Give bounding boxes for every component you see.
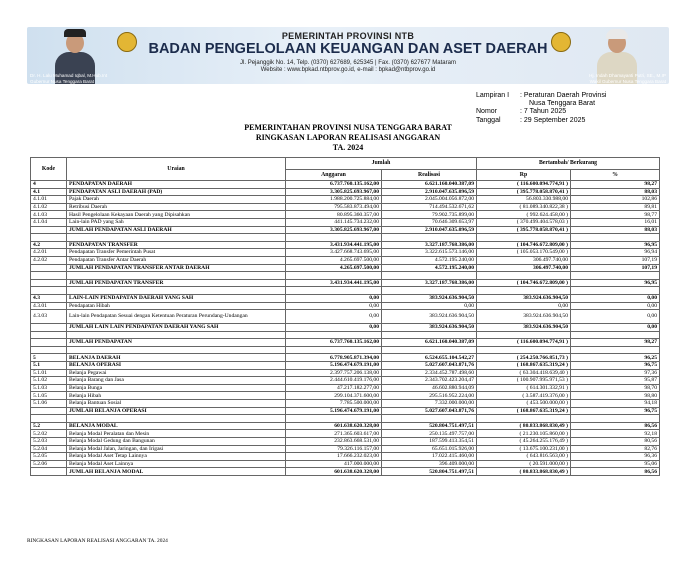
row-persen: 96,36 bbox=[571, 453, 660, 461]
row-realisasi: 46.602.880.944,09 bbox=[382, 384, 477, 392]
row-kode bbox=[31, 279, 67, 287]
row-persen: 107,19 bbox=[571, 256, 660, 264]
row-kode bbox=[31, 468, 67, 476]
row-realisasi: 5.027.607.043.871,76 bbox=[382, 362, 477, 370]
row-kode bbox=[31, 331, 67, 339]
table-row bbox=[31, 218, 660, 226]
table-row bbox=[31, 445, 660, 453]
row-uraian: PENDAPATAN ASLI DAERAH (PAD) bbox=[67, 188, 286, 196]
governor-caption: Dr. H. Lalu Muhamad Iqbal, M.Hub.Int Gubernur Nusa Tenggara Barat bbox=[30, 73, 108, 84]
row-uraian: JUMLAH PENDAPATAN TRANSFER bbox=[67, 279, 286, 287]
row-uraian: JUMLAH BELANJA OPERASI bbox=[67, 407, 286, 415]
row-realisasi: 3.327.187.768.386,00 bbox=[382, 279, 477, 287]
row-anggaran: 795.583.873.494,00 bbox=[286, 203, 382, 211]
row-persen bbox=[571, 287, 660, 295]
row-realisasi: 295.516.952.224,00 bbox=[382, 392, 477, 400]
row-anggaran: 417.000.000,00 bbox=[286, 460, 382, 468]
row-selisih: ( 104.746.672.809,00 ) bbox=[477, 279, 571, 287]
row-selisih: ( 45.264.255.176,49 ) bbox=[477, 438, 571, 446]
row-persen: 82,76 bbox=[571, 445, 660, 453]
vice-governor-caption: Hj. Indah Dhamayanti Putri, SE., M.IP Wakil Gubernur Nusa Tenggara Barat bbox=[589, 73, 666, 84]
row-kode: 4.2 bbox=[31, 241, 67, 249]
row-uraian bbox=[67, 346, 286, 354]
row-selisih: 383.924.636.904,50 bbox=[477, 294, 571, 302]
row-anggaran: 7.785.500.000,00 bbox=[286, 400, 382, 408]
row-selisih: ( 105.053.170.549,00 ) bbox=[477, 249, 571, 257]
row-realisasi bbox=[382, 272, 477, 280]
row-realisasi: 383.924.636.904,50 bbox=[382, 294, 477, 302]
row-uraian bbox=[67, 415, 286, 423]
row-anggaran bbox=[286, 415, 382, 423]
col-pct: % bbox=[571, 169, 660, 181]
table-row bbox=[31, 302, 660, 310]
row-kode bbox=[31, 287, 67, 295]
row-uraian: Pendapatan Hibah bbox=[67, 302, 286, 310]
row-selisih bbox=[477, 234, 571, 242]
row-uraian: Belanja Barang dan Jasa bbox=[67, 377, 286, 385]
row-uraian: Pendapatan Transfer Pemerintah Pusat bbox=[67, 249, 286, 257]
table-row bbox=[31, 272, 660, 280]
row-anggaran: 3.305.825.693.967,00 bbox=[286, 188, 382, 196]
row-selisih: ( 453.500.000,00 ) bbox=[477, 400, 571, 408]
row-realisasi bbox=[382, 287, 477, 295]
row-kode bbox=[31, 226, 67, 234]
page-footer: RINGKASAN LAPORAN REALISASI ANGGARAN TA. 2024 bbox=[27, 538, 168, 544]
row-kode bbox=[31, 415, 67, 423]
row-selisih: ( 104.746.672.809,00 ) bbox=[477, 241, 571, 249]
row-kode: 5.1.05 bbox=[31, 392, 67, 400]
table-row bbox=[31, 294, 660, 302]
table-row bbox=[31, 188, 660, 196]
row-selisih: ( 116.600.094.774,91 ) bbox=[477, 181, 571, 189]
row-anggaran: 601.638.620.328,00 bbox=[286, 422, 382, 430]
table-row bbox=[31, 287, 660, 295]
row-kode: 5.2.03 bbox=[31, 438, 67, 446]
table-row bbox=[31, 346, 660, 354]
report-heading: PEMERINTAHAN PROVINSI NUSA TENGGARA BARAT RINGKASAN LAPORAN REALISASI ANGGARAN TA. 2024 bbox=[244, 123, 452, 152]
row-persen: 98,70 bbox=[571, 384, 660, 392]
row-persen: 88,03 bbox=[571, 188, 660, 196]
row-anggaran bbox=[286, 346, 382, 354]
row-selisih: ( 254.250.766.851,73 ) bbox=[477, 354, 571, 362]
table-row bbox=[31, 249, 660, 257]
row-kode: 5 bbox=[31, 354, 67, 362]
row-kode: 5.1.02 bbox=[31, 377, 67, 385]
table-row bbox=[31, 377, 660, 385]
row-realisasi: 2.910.047.635.096,59 bbox=[382, 226, 477, 234]
row-kode: 4.3.03 bbox=[31, 310, 67, 324]
table-row bbox=[31, 234, 660, 242]
row-anggaran bbox=[286, 287, 382, 295]
row-selisih: ( 116.600.094.774,91 ) bbox=[477, 339, 571, 347]
table-row bbox=[31, 422, 660, 430]
row-kode: 5.2.06 bbox=[31, 460, 67, 468]
table-row bbox=[31, 415, 660, 423]
row-selisih: ( 395.778.058.870,41 ) bbox=[477, 226, 571, 234]
row-kode: 4.1.03 bbox=[31, 211, 67, 219]
row-realisasi: 3.327.187.768.386,00 bbox=[382, 241, 477, 249]
row-anggaran: 299.104.371.600,00 bbox=[286, 392, 382, 400]
row-uraian: Belanja Hibah bbox=[67, 392, 286, 400]
row-anggaran bbox=[286, 272, 382, 280]
col-kode: Kode bbox=[31, 158, 67, 181]
col-rp: Rp bbox=[477, 169, 571, 181]
row-uraian: Lain-lain Pendapatan Sesuai dengan Ketentuan Peraturan Perundang-Undangan bbox=[67, 310, 286, 324]
table-row bbox=[31, 362, 660, 370]
row-persen: 86,56 bbox=[571, 422, 660, 430]
row-kode: 4.1.02 bbox=[31, 203, 67, 211]
row-persen bbox=[571, 272, 660, 280]
row-persen: 16,01 bbox=[571, 218, 660, 226]
row-realisasi bbox=[382, 234, 477, 242]
row-realisasi: 2.045.004.056.872,00 bbox=[382, 196, 477, 204]
banner-government: PEMERINTAH PROVINSI NTB bbox=[281, 31, 415, 41]
row-persen: 96,95 bbox=[571, 279, 660, 287]
row-persen: 98,77 bbox=[571, 211, 660, 219]
table-row bbox=[31, 430, 660, 438]
row-anggaran: 79.326.116.157,00 bbox=[286, 445, 382, 453]
table-row bbox=[31, 453, 660, 461]
row-realisasi: 250.135.497.757,00 bbox=[382, 430, 477, 438]
row-uraian: PENDAPATAN DAERAH bbox=[67, 181, 286, 189]
row-anggaran: 3.305.825.693.967,00 bbox=[286, 226, 382, 234]
row-selisih: ( 100.907.995.971,53 ) bbox=[477, 377, 571, 385]
row-kode bbox=[31, 346, 67, 354]
table-row bbox=[31, 384, 660, 392]
row-kode: 4.1 bbox=[31, 188, 67, 196]
row-selisih: ( 614.301.332,91 ) bbox=[477, 384, 571, 392]
row-uraian: Belanja Modal Gedung dan Bangunan bbox=[67, 438, 286, 446]
row-selisih bbox=[477, 331, 571, 339]
row-persen: 88,03 bbox=[571, 226, 660, 234]
row-uraian: Belanja Pegawai bbox=[67, 369, 286, 377]
lampiran-block: Lampiran I : Peraturan Daerah Provinsi Nusa Tenggara Barat Nomor : 7 Tahun 2025 Tanggal : 29 September 2025 bbox=[476, 92, 607, 124]
row-kode: 5.2.04 bbox=[31, 445, 67, 453]
row-uraian: BELANJA DAERAH bbox=[67, 354, 286, 362]
row-persen: 96,75 bbox=[571, 407, 660, 415]
row-anggaran: 232.863.668.531,00 bbox=[286, 438, 382, 446]
row-selisih: ( 3.587.419.376,00 ) bbox=[477, 392, 571, 400]
row-uraian: Belanja Modal Jalan, Jaringan, dan Irigasi bbox=[67, 445, 286, 453]
table-row bbox=[31, 211, 660, 219]
row-selisih: 0,00 bbox=[477, 302, 571, 310]
row-persen: 0,00 bbox=[571, 310, 660, 324]
col-jumlah: Jumlah bbox=[286, 158, 477, 170]
row-anggaran bbox=[286, 331, 382, 339]
row-selisih: ( 20.591.000,00 ) bbox=[477, 460, 571, 468]
row-persen: 107,19 bbox=[571, 264, 660, 272]
banner-address: Jl. Pejanggik No. 14, Telp. (0370) 627689, 625345 | Fax. (0370) 627677 Mataram Website : www.bpkad.ntbprov.go.id, e-mail : bpkad@ntbprov.go.id bbox=[240, 60, 456, 73]
row-realisasi: 520.804.751.497,51 bbox=[382, 468, 477, 476]
row-persen: 0,00 bbox=[571, 294, 660, 302]
table-row bbox=[31, 264, 660, 272]
table-row bbox=[31, 392, 660, 400]
row-selisih: ( 13.675.100.231,00 ) bbox=[477, 445, 571, 453]
table-row bbox=[31, 407, 660, 415]
row-realisasi: 396.409.000,00 bbox=[382, 460, 477, 468]
row-realisasi: 383.924.636.904,50 bbox=[382, 324, 477, 332]
budget-realization-table bbox=[30, 157, 660, 476]
row-anggaran: 2.444.610.419.176,00 bbox=[286, 377, 382, 385]
row-kode: 4.3.01 bbox=[31, 302, 67, 310]
row-selisih: ( 643.816.563,00 ) bbox=[477, 453, 571, 461]
row-selisih: ( 168.867.635.319,24 ) bbox=[477, 362, 571, 370]
row-realisasi: 4.572.195.240,00 bbox=[382, 264, 477, 272]
row-realisasi: 3.322.615.573.146,00 bbox=[382, 249, 477, 257]
table-row bbox=[31, 241, 660, 249]
row-selisih: 56.803.330.988,00 bbox=[477, 196, 571, 204]
row-uraian: Belanja Modal Aset Tetap Lainnya bbox=[67, 453, 286, 461]
row-selisih: ( 370.499.404.578,03 ) bbox=[477, 218, 571, 226]
row-selisih: ( 992.624.458,00 ) bbox=[477, 211, 571, 219]
row-realisasi: 4.572.195.240,00 bbox=[382, 256, 477, 264]
row-kode bbox=[31, 272, 67, 280]
row-kode: 5.1.06 bbox=[31, 400, 67, 408]
row-anggaran: 5.196.474.679.191,00 bbox=[286, 407, 382, 415]
row-realisasi bbox=[382, 331, 477, 339]
row-uraian: LAIN-LAIN PENDAPATAN DAERAH YANG SAH bbox=[67, 294, 286, 302]
row-anggaran: 6.737.760.135.162,00 bbox=[286, 181, 382, 189]
table-row bbox=[31, 354, 660, 362]
row-uraian: JUMLAH PENDAPATAN ASLI DAERAH bbox=[67, 226, 286, 234]
row-selisih: 306.497.740,00 bbox=[477, 256, 571, 264]
col-anggaran: Anggaran bbox=[286, 169, 382, 181]
row-kode: 5.2 bbox=[31, 422, 67, 430]
row-realisasi: 7.332.000.000,00 bbox=[382, 400, 477, 408]
row-persen: 94,18 bbox=[571, 400, 660, 408]
row-persen: 98,27 bbox=[571, 339, 660, 347]
row-selisih: ( 63.304.418.639,40 ) bbox=[477, 369, 571, 377]
row-realisasi: 714.494.532.671,62 bbox=[382, 203, 477, 211]
row-realisasi: 187.599.413.354,51 bbox=[382, 438, 477, 446]
row-uraian bbox=[67, 234, 286, 242]
row-persen bbox=[571, 234, 660, 242]
row-uraian: BELANJA OPERASI bbox=[67, 362, 286, 370]
row-realisasi: 383.924.636.904,50 bbox=[382, 310, 477, 324]
row-uraian: Pendapatan Transfer Antar Daerah bbox=[67, 256, 286, 264]
row-kode: 5.2.05 bbox=[31, 453, 67, 461]
row-uraian: BELANJA MODAL bbox=[67, 422, 286, 430]
row-selisih: 383.924.636.904,50 bbox=[477, 310, 571, 324]
row-uraian bbox=[67, 272, 286, 280]
row-kode: 5.1.01 bbox=[31, 369, 67, 377]
row-anggaran: 6.778.905.871.394,00 bbox=[286, 354, 382, 362]
row-selisih: 306.497.740,00 bbox=[477, 264, 571, 272]
row-persen: 96,95 bbox=[571, 241, 660, 249]
col-realisasi: Realisasi bbox=[382, 169, 477, 181]
row-realisasi: 520.804.751.497,51 bbox=[382, 422, 477, 430]
row-persen: 97,36 bbox=[571, 369, 660, 377]
row-anggaran: 3.431.934.441.195,00 bbox=[286, 279, 382, 287]
row-uraian: Belanja Modal Aset Lainnya bbox=[67, 460, 286, 468]
row-persen: 0,00 bbox=[571, 302, 660, 310]
row-persen: 89,81 bbox=[571, 203, 660, 211]
col-bertambah: Bertambah/ Berkurang bbox=[477, 158, 660, 170]
row-realisasi: 6.621.160.040.387,09 bbox=[382, 181, 477, 189]
row-uraian: Lain-lain PAD yang Sah bbox=[67, 218, 286, 226]
row-realisasi: 79.902.735.899,00 bbox=[382, 211, 477, 219]
table-row bbox=[31, 324, 660, 332]
row-persen: 86,56 bbox=[571, 468, 660, 476]
row-selisih bbox=[477, 287, 571, 295]
row-selisih: 383.924.636.904,50 bbox=[477, 324, 571, 332]
table-row bbox=[31, 369, 660, 377]
row-kode: 4.1.04 bbox=[31, 218, 67, 226]
table-row bbox=[31, 196, 660, 204]
row-persen bbox=[571, 415, 660, 423]
table-row bbox=[31, 331, 660, 339]
row-kode bbox=[31, 407, 67, 415]
row-uraian: JUMLAH LAIN LAIN PENDAPATAN DAERAH YANG SAH bbox=[67, 324, 286, 332]
row-anggaran: 3.427.668.743.695,00 bbox=[286, 249, 382, 257]
row-persen: 98,80 bbox=[571, 392, 660, 400]
row-persen: 96,94 bbox=[571, 249, 660, 257]
row-kode: 4.2.02 bbox=[31, 256, 67, 264]
row-anggaran: 0,00 bbox=[286, 324, 382, 332]
col-uraian: Uraian bbox=[67, 158, 286, 181]
row-realisasi: 17.022.415.460,00 bbox=[382, 453, 477, 461]
table-row bbox=[31, 181, 660, 189]
row-kode bbox=[31, 264, 67, 272]
row-realisasi bbox=[382, 346, 477, 354]
row-selisih: ( 395.778.058.870,41 ) bbox=[477, 188, 571, 196]
row-realisasi: 65.651.015.926,00 bbox=[382, 445, 477, 453]
row-selisih: ( 168.867.635.319,24 ) bbox=[477, 407, 571, 415]
row-kode bbox=[31, 234, 67, 242]
row-kode: 4.3 bbox=[31, 294, 67, 302]
row-realisasi bbox=[382, 415, 477, 423]
row-anggaran: 5.196.474.679.191,00 bbox=[286, 362, 382, 370]
row-persen: 95,06 bbox=[571, 460, 660, 468]
row-persen: 98,27 bbox=[571, 181, 660, 189]
row-realisasi: 0,00 bbox=[382, 302, 477, 310]
row-uraian: Belanja Bantuan Sosial bbox=[67, 400, 286, 408]
row-persen: 96,25 bbox=[571, 354, 660, 362]
table-row bbox=[31, 438, 660, 446]
row-realisasi: 6.524.655.104.542,27 bbox=[382, 354, 477, 362]
row-selisih bbox=[477, 272, 571, 280]
table-row bbox=[31, 279, 660, 287]
row-anggaran: 1.988.200.725.884,00 bbox=[286, 196, 382, 204]
row-kode: 4 bbox=[31, 181, 67, 189]
table-row bbox=[31, 203, 660, 211]
row-anggaran: 271.365.603.617,00 bbox=[286, 430, 382, 438]
row-persen: 92,18 bbox=[571, 430, 660, 438]
row-uraian: JUMLAH PENDAPATAN bbox=[67, 339, 286, 347]
row-anggaran: 441.145.734.232,00 bbox=[286, 218, 382, 226]
row-anggaran: 0,00 bbox=[286, 302, 382, 310]
row-uraian: Retribusi Daerah bbox=[67, 203, 286, 211]
row-anggaran: 0,00 bbox=[286, 310, 382, 324]
row-kode bbox=[31, 324, 67, 332]
table-row bbox=[31, 460, 660, 468]
letterhead-banner bbox=[27, 27, 669, 84]
table-row bbox=[31, 256, 660, 264]
row-realisasi: 70.646.309.653,97 bbox=[382, 218, 477, 226]
banner-title: BADAN PENGELOLAAN KEUANGAN DAN ASET DAERAH bbox=[148, 41, 548, 57]
row-kode: 4.2.01 bbox=[31, 249, 67, 257]
table-row bbox=[31, 468, 660, 476]
row-kode: 5.2.02 bbox=[31, 430, 67, 438]
table-row bbox=[31, 400, 660, 408]
table-row bbox=[31, 310, 660, 324]
row-uraian: Belanja Modal Peralatan dan Mesin bbox=[67, 430, 286, 438]
row-realisasi: 5.027.607.043.871,76 bbox=[382, 407, 477, 415]
row-selisih: ( 21.230.105.860,00 ) bbox=[477, 430, 571, 438]
row-selisih bbox=[477, 346, 571, 354]
row-anggaran: 47.217.182.277,00 bbox=[286, 384, 382, 392]
row-selisih: ( 81.089.340.822,38 ) bbox=[477, 203, 571, 211]
row-persen bbox=[571, 346, 660, 354]
row-selisih: ( 80.833.868.830,49 ) bbox=[477, 468, 571, 476]
row-anggaran: 17.666.232.023,00 bbox=[286, 453, 382, 461]
row-realisasi: 2.910.047.635.096,59 bbox=[382, 188, 477, 196]
row-selisih bbox=[477, 415, 571, 423]
row-uraian: Pajak Daerah bbox=[67, 196, 286, 204]
row-persen: 96,75 bbox=[571, 362, 660, 370]
row-anggaran: 4.265.697.500,00 bbox=[286, 256, 382, 264]
row-persen: 80,56 bbox=[571, 438, 660, 446]
row-kode: 5.1.03 bbox=[31, 384, 67, 392]
row-realisasi: 2.343.702.423.204,47 bbox=[382, 377, 477, 385]
row-selisih: ( 80.833.868.830,49 ) bbox=[477, 422, 571, 430]
row-kode: 4.1.01 bbox=[31, 196, 67, 204]
row-uraian: JUMLAH PENDAPATAN TRANSFER ANTAR DAERAH bbox=[67, 264, 286, 272]
row-anggaran: 0,00 bbox=[286, 294, 382, 302]
row-anggaran: 601.638.620.328,00 bbox=[286, 468, 382, 476]
row-persen: 0,00 bbox=[571, 324, 660, 332]
row-anggaran: 4.265.697.500,00 bbox=[286, 264, 382, 272]
row-uraian bbox=[67, 331, 286, 339]
row-realisasi: 2.334.452.787.498,60 bbox=[382, 369, 477, 377]
row-uraian: PENDAPATAN TRANSFER bbox=[67, 241, 286, 249]
table-row bbox=[31, 226, 660, 234]
row-anggaran: 3.431.934.441.195,00 bbox=[286, 241, 382, 249]
row-anggaran bbox=[286, 234, 382, 242]
row-anggaran: 6.737.760.135.162,00 bbox=[286, 339, 382, 347]
row-uraian: Hasil Pengelolaan Kekayaan Daerah yang Dipisahkan bbox=[67, 211, 286, 219]
row-realisasi: 6.621.160.040.387,09 bbox=[382, 339, 477, 347]
row-persen: 102,86 bbox=[571, 196, 660, 204]
row-kode bbox=[31, 339, 67, 347]
row-uraian: JUMLAH BELANJA MODAL bbox=[67, 468, 286, 476]
row-uraian: Belanja Bunga bbox=[67, 384, 286, 392]
row-anggaran: 80.895.360.357,00 bbox=[286, 211, 382, 219]
row-persen: 95,87 bbox=[571, 377, 660, 385]
row-anggaran: 2.397.757.206.138,00 bbox=[286, 369, 382, 377]
row-persen bbox=[571, 331, 660, 339]
row-uraian bbox=[67, 287, 286, 295]
row-kode: 5.1 bbox=[31, 362, 67, 370]
table-row bbox=[31, 339, 660, 347]
